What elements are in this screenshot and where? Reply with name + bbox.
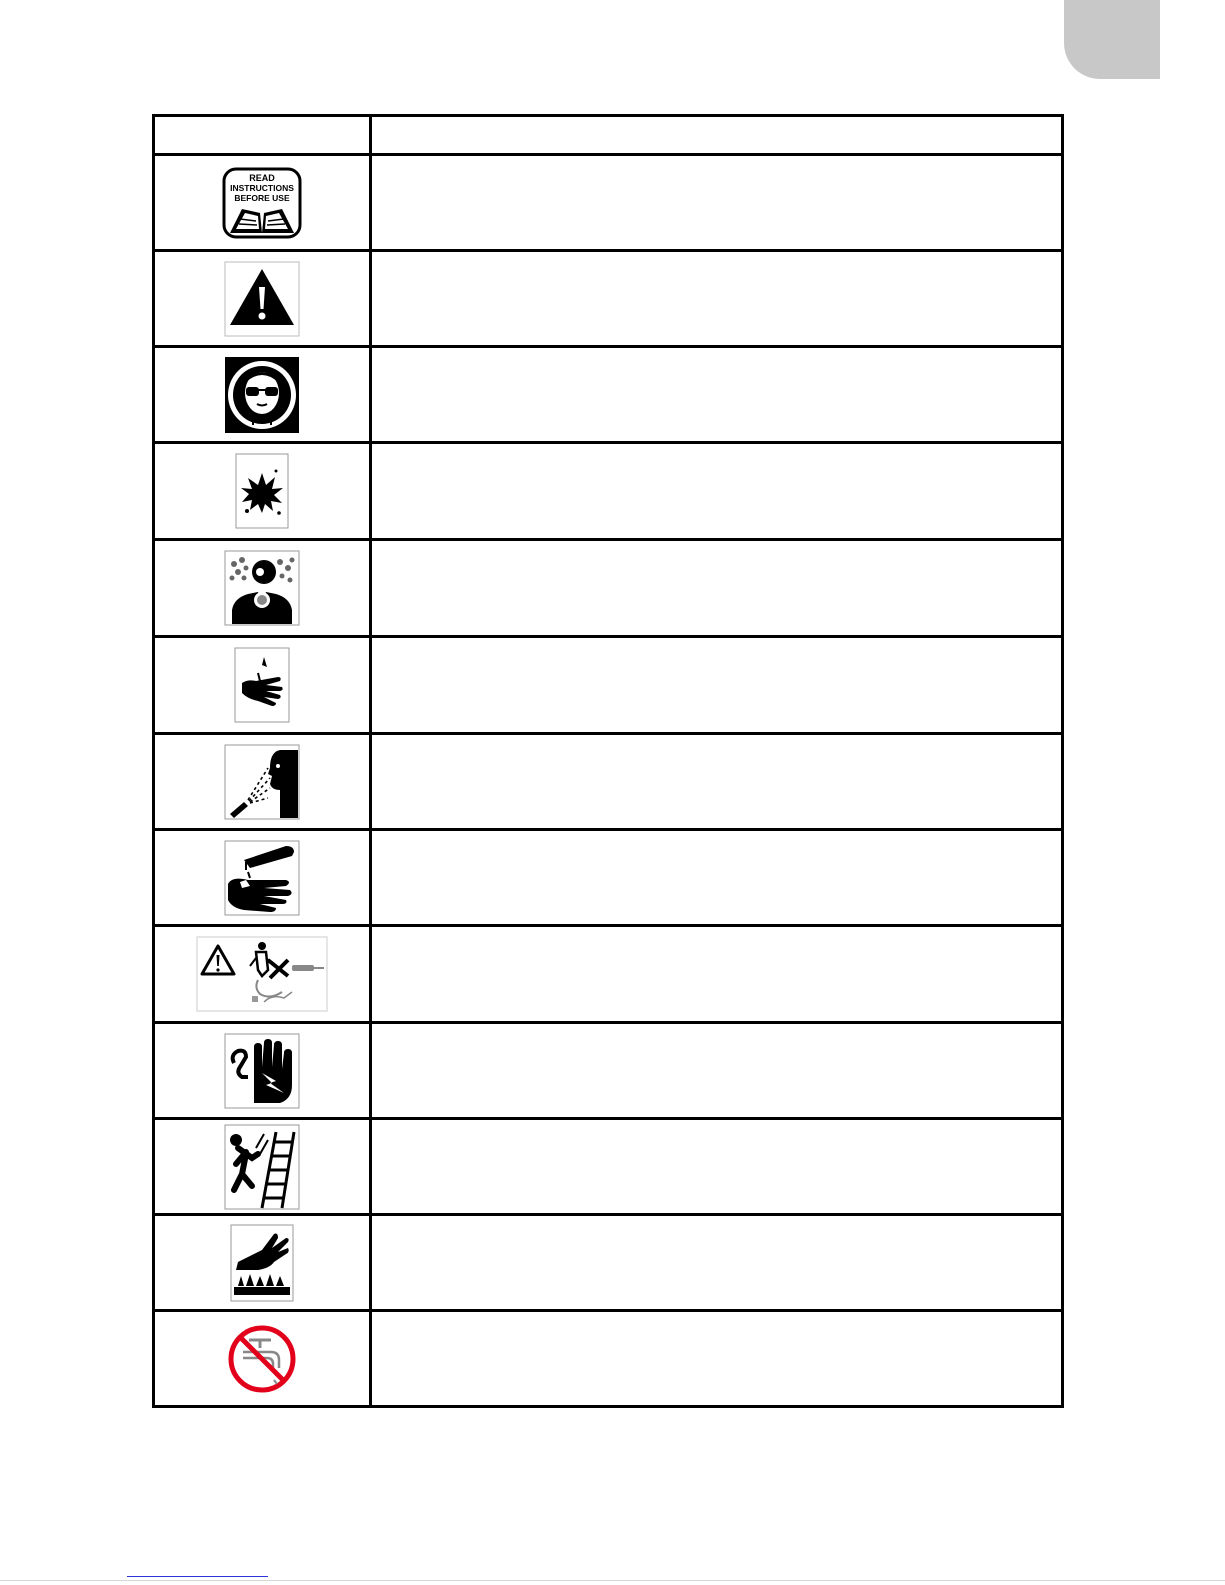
wear-eye-protection-icon xyxy=(225,357,299,433)
table-row xyxy=(154,734,1063,830)
table-row xyxy=(154,1023,1063,1119)
symbol-column-header xyxy=(154,116,371,155)
toxic-fumes-icon xyxy=(224,550,300,626)
table-row xyxy=(154,1215,1063,1311)
symbol-cell xyxy=(154,1119,371,1215)
description-cell xyxy=(371,1215,1063,1311)
table-row xyxy=(154,926,1063,1023)
description-cell xyxy=(371,1119,1063,1215)
symbol-cell xyxy=(154,734,371,830)
symbol-cell xyxy=(154,251,371,347)
symbol-cell xyxy=(154,1311,371,1407)
table-row xyxy=(154,1119,1063,1215)
description-cell xyxy=(371,734,1063,830)
symbol-cell xyxy=(154,830,371,926)
description-column-header xyxy=(371,116,1063,155)
table-row xyxy=(154,251,1063,347)
description-cell xyxy=(371,540,1063,637)
sign-text-instructions: INSTRUCTIONS xyxy=(230,182,294,193)
non-drinking-water-icon xyxy=(227,1324,297,1394)
do-not-spray-at-people-icon xyxy=(196,936,328,1012)
table-row xyxy=(154,637,1063,734)
page-bottom-edge xyxy=(0,1580,1225,1581)
table-row xyxy=(154,443,1063,540)
page-corner-tab xyxy=(1064,0,1160,79)
table-row xyxy=(154,155,1063,251)
electric-shock-icon xyxy=(224,1033,300,1109)
symbol-cell xyxy=(154,1215,371,1311)
symbol-cell xyxy=(154,540,371,637)
general-warning-icon xyxy=(224,261,300,337)
fall-from-ladder-icon xyxy=(224,1124,300,1210)
safety-symbols-table xyxy=(152,114,1064,1408)
symbol-cell xyxy=(154,1023,371,1119)
description-cell xyxy=(371,830,1063,926)
description-cell xyxy=(371,926,1063,1023)
symbol-cell xyxy=(154,443,371,540)
description-cell xyxy=(371,637,1063,734)
symbol-cell xyxy=(154,347,371,443)
description-cell xyxy=(371,347,1063,443)
hot-surface-icon xyxy=(230,1224,294,1302)
table-row xyxy=(154,540,1063,637)
symbol-cell xyxy=(154,637,371,734)
description-cell xyxy=(371,1311,1063,1407)
symbol-cell xyxy=(154,155,371,251)
hand-injury-icon xyxy=(234,647,290,723)
table-row xyxy=(154,347,1063,443)
table-row xyxy=(154,1311,1063,1407)
description-cell xyxy=(371,155,1063,251)
high-pressure-spray-icon xyxy=(224,744,300,820)
explosion-hazard-icon xyxy=(235,453,289,529)
read-instructions-icon xyxy=(222,167,302,239)
description-cell xyxy=(371,1023,1063,1119)
table-header-row xyxy=(154,116,1063,155)
table-row xyxy=(154,830,1063,926)
sign-text-before-use: BEFORE USE xyxy=(234,192,290,203)
footer-link-underline xyxy=(127,1576,268,1577)
symbol-cell xyxy=(154,926,371,1023)
description-cell xyxy=(371,443,1063,540)
description-cell xyxy=(371,251,1063,347)
corrosive-hazard-icon xyxy=(224,840,300,916)
sign-text-read: READ xyxy=(249,172,275,183)
